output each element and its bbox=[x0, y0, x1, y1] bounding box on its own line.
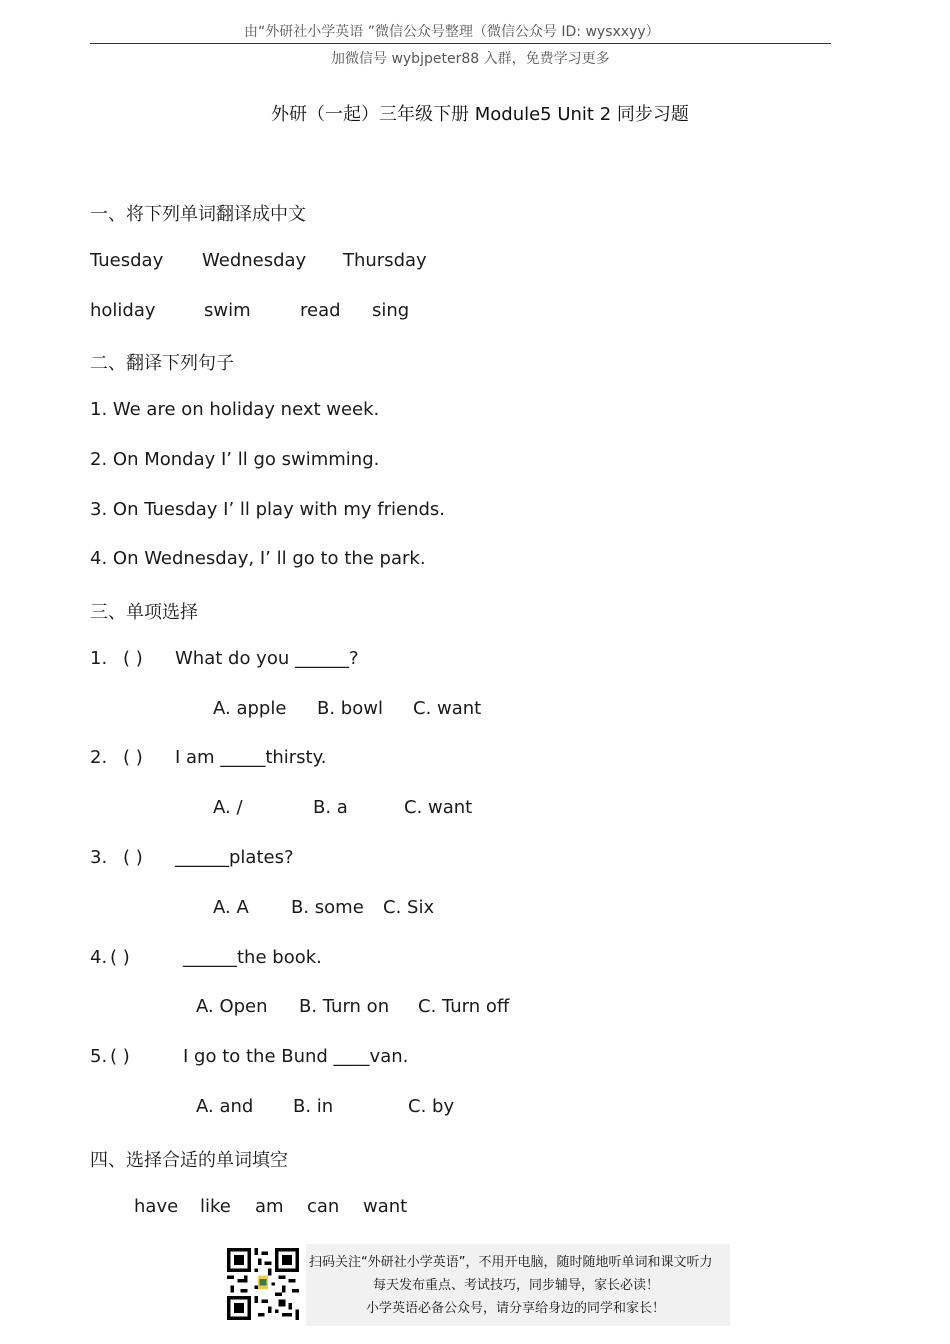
answer-blank: ( ) bbox=[123, 648, 143, 669]
answer-blank: ( ) bbox=[110, 947, 130, 968]
question-number: 5. bbox=[90, 1046, 108, 1067]
footer-line-2: 每天发布重点、考试技巧，同步辅导，家长必读！ bbox=[373, 1278, 660, 1293]
answer-blank: ( ) bbox=[123, 847, 143, 868]
word-bank-item: am bbox=[255, 1196, 284, 1217]
header-wechat-line: 加微信号 wybjpeter88 入群，免费学习更多 bbox=[331, 51, 610, 67]
vocab-word: Thursday bbox=[343, 250, 427, 271]
header-divider bbox=[90, 43, 831, 44]
section4-heading: 四、选择合适的单词填空 bbox=[90, 1150, 288, 1171]
question-number: 4. bbox=[90, 947, 108, 968]
vocab-word: swim bbox=[204, 300, 251, 321]
question-stem: ______plates? bbox=[175, 847, 294, 868]
option: C. Turn off bbox=[418, 996, 510, 1017]
word-bank-item: can bbox=[307, 1196, 340, 1217]
vocab-word: Tuesday bbox=[90, 250, 164, 271]
footer-line-3: 小学英语必备公众号，请分享给身边的同学和家长！ bbox=[366, 1301, 666, 1316]
question-number: 3. bbox=[90, 847, 108, 868]
question-stem: What do you ______? bbox=[175, 648, 359, 669]
section1-heading: 一、将下列单词翻译成中文 bbox=[90, 204, 306, 225]
option: C. want bbox=[413, 698, 482, 719]
vocab-word: holiday bbox=[90, 300, 156, 321]
translate-sentence: 4. On Wednesday, I’ ll go to the park. bbox=[90, 548, 426, 569]
section2-heading: 二、翻译下列句子 bbox=[90, 353, 234, 374]
word-bank-item: have bbox=[134, 1196, 179, 1217]
question-stem: ______the book. bbox=[183, 947, 322, 968]
answer-blank: ( ) bbox=[123, 747, 143, 768]
answer-blank: ( ) bbox=[110, 1046, 130, 1067]
question-stem: I go to the Bund ____van. bbox=[183, 1046, 409, 1067]
option: B. Turn on bbox=[299, 996, 390, 1017]
question-number: 2. bbox=[90, 747, 108, 768]
vocab-word: Wednesday bbox=[202, 250, 307, 271]
question-number: 1. bbox=[90, 648, 108, 669]
question-stem: I am _____thirsty. bbox=[175, 747, 327, 768]
option: B. bowl bbox=[317, 698, 383, 719]
translate-sentence: 2. On Monday I’ ll go swimming. bbox=[90, 449, 380, 470]
page-title: 外研（一起）三年级下册 Module5 Unit 2 同步习题 bbox=[271, 104, 689, 125]
translate-sentence: 1. We are on holiday next week. bbox=[90, 399, 380, 420]
footer-banner bbox=[306, 1244, 730, 1326]
header-source-line: 由“外研社小学英语 ”微信公众号整理（微信公众号 ID: wysxxyy） bbox=[244, 24, 660, 40]
option: B. in bbox=[293, 1096, 334, 1117]
option: A. Open bbox=[196, 996, 268, 1017]
option: A. and bbox=[196, 1096, 254, 1117]
vocab-word: read bbox=[300, 300, 341, 321]
option: C. want bbox=[404, 797, 473, 818]
word-bank-item: like bbox=[200, 1196, 231, 1217]
section3-heading: 三、单项选择 bbox=[90, 602, 198, 623]
option: A. / bbox=[213, 797, 243, 818]
translate-sentence: 3. On Tuesday I’ ll play with my friends. bbox=[90, 499, 446, 520]
footer-line-1: 扫码关注“外研社小学英语”，不用开电脑，随时随地听单词和课文听力 bbox=[309, 1255, 713, 1270]
option: B. some bbox=[291, 897, 364, 918]
option: C. by bbox=[408, 1096, 455, 1117]
option: C. Six bbox=[383, 897, 435, 918]
vocab-word: sing bbox=[372, 300, 410, 321]
option: A. A bbox=[213, 897, 249, 918]
word-bank-item: want bbox=[363, 1196, 408, 1217]
qr-code-icon bbox=[227, 1248, 299, 1320]
option: A. apple bbox=[213, 698, 287, 719]
option: B. a bbox=[313, 797, 348, 818]
